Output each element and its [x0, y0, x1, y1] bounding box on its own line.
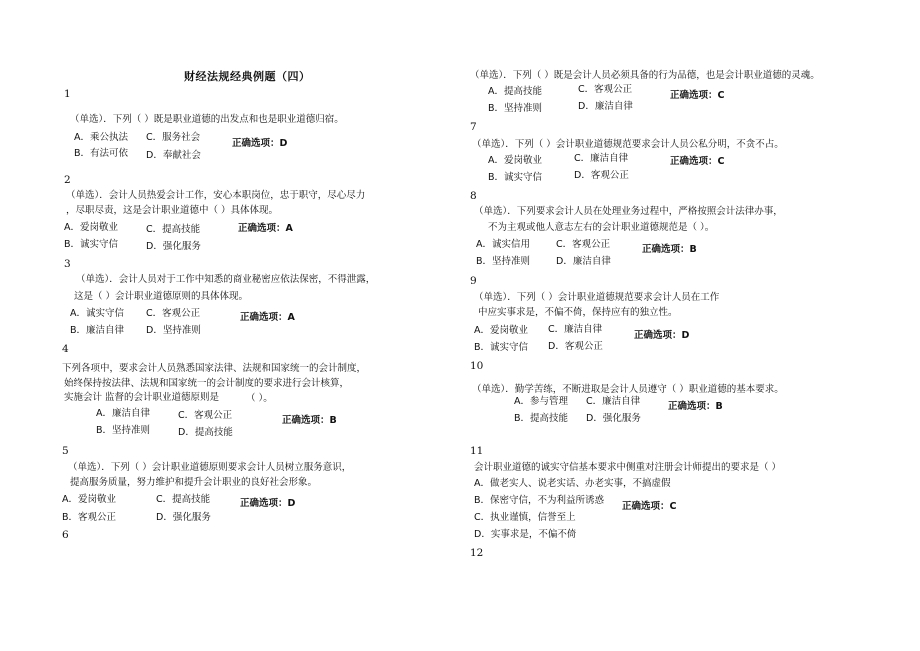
question-stem-line: 实施会计 监督的会计职业道德原则是: [64, 392, 220, 403]
page-title: 财经法规经典例题（四）: [184, 70, 311, 83]
option-b: B．坚持准则: [96, 425, 151, 436]
option-c: C．服务社会: [146, 132, 201, 143]
correct-answer: 正确选项：B: [642, 244, 697, 255]
option-b: B．诚实守信: [474, 342, 529, 353]
question-stem-line: （单选）．会计人员对于工作中知悉的商业秘密应依法保密，不得泄露，: [76, 274, 376, 285]
option-d: D．客观公正: [574, 170, 629, 181]
option-a: A．爱岗敬业: [488, 155, 542, 166]
option-b: B．坚持准则: [476, 256, 531, 267]
question-number: 2: [64, 174, 71, 186]
correct-answer: 正确选项：B: [668, 401, 723, 412]
question-stem-line: 下列各项中，要求会计人员熟悉国家法律、法规和国家统一的会计制度，: [62, 363, 367, 374]
option-b: B．坚持准则: [488, 103, 543, 114]
option-d: D．廉洁自律: [556, 256, 611, 267]
option-a: A．廉洁自律: [96, 408, 150, 419]
correct-answer: 正确选项：C: [670, 156, 725, 167]
question-number: 10: [470, 360, 484, 372]
option-a: A．爱岗敬业: [64, 222, 118, 233]
answer-blank: （ ）。: [246, 393, 273, 404]
question-number: 12: [470, 547, 484, 559]
option-d: D．强化服务: [156, 512, 211, 523]
option-c: C．廉洁自律: [574, 153, 629, 164]
option-b: B．提高技能: [514, 413, 569, 424]
question-number: 3: [64, 258, 71, 270]
option-d: D．强化服务: [146, 241, 201, 252]
option-b: B．诚实守信: [64, 239, 119, 250]
option-c: C．客观公正: [146, 308, 201, 319]
option-a: A．诚实守信: [70, 308, 124, 319]
option-d: D．坚持准则: [146, 325, 201, 336]
option-c: C．客观公正: [556, 239, 611, 250]
option-a: A．乘公执法: [74, 132, 128, 143]
question-stem-line: 提高服务质量，努力维护和提升会计职业的良好社会形象。: [70, 477, 318, 488]
correct-answer: 正确选项：A: [238, 223, 293, 234]
option-c: C．客观公正: [178, 410, 233, 421]
option-c: C．廉洁自律: [548, 324, 603, 335]
correct-answer: 正确选项：D: [634, 330, 690, 341]
option-b: B．诚实守信: [488, 172, 543, 183]
question-number: 6: [62, 529, 69, 541]
option-d: D．提高技能: [178, 427, 233, 438]
option-a: A．参与管理: [514, 396, 568, 407]
option-d: D．廉洁自律: [578, 101, 633, 112]
question-number: 8: [470, 190, 477, 202]
option-a: A．做老实人、说老实话、办老实事，不搞虚假: [474, 478, 671, 489]
question-stem-line: （单选）．下列（ ）会计职业道德原则要求会计人员树立服务意识，: [68, 462, 352, 473]
question-stem: （单选）．勤学苦练，不断进取是会计人员遵守（ ）职业道德的基本要求。: [472, 384, 784, 395]
question-stem-line: 这是（ ）会计职业道德原则的具体体现。: [74, 291, 249, 302]
question-number: 7: [470, 121, 477, 133]
option-b: B．有法可依: [74, 148, 129, 159]
option-b: B．廉洁自律: [70, 325, 125, 336]
option-c: C．客观公正: [578, 84, 633, 95]
question-number: 11: [470, 445, 484, 457]
correct-answer: 正确选项：C: [622, 501, 677, 512]
option-b: B．客观公正: [62, 512, 117, 523]
option-b: B．保密守信，不为利益所诱惑: [474, 495, 605, 506]
option-a: A．爱岗敬业: [62, 494, 116, 505]
option-d: D．实事求是，不偏不倚: [474, 529, 577, 540]
correct-answer: 正确选项：D: [240, 498, 296, 509]
correct-answer: 正确选项：A: [240, 312, 295, 323]
question-stem: 会计职业道德的诚实守信基本要求中侧重对注册会计师提出的要求是（ ）: [474, 462, 782, 473]
correct-answer: 正确选项：D: [232, 138, 288, 149]
option-d: D．奉献社会: [146, 150, 201, 161]
question-number: 4: [62, 343, 69, 355]
question-stem-line: 中应实事求是，不偏不倚，保持应有的独立性。: [478, 307, 678, 318]
question-number: 5: [62, 445, 69, 457]
question-number: 1: [64, 88, 71, 100]
correct-answer: 正确选项：B: [282, 415, 337, 426]
question-stem-line: ，尽职尽责，这是会计职业道德中（ ）具体体现。: [66, 205, 279, 216]
question-stem: （单选）．下列（ ）既是会计人员必须具备的行为品德，也是会计职业道德的灵魂。: [470, 70, 820, 81]
option-d: D．客观公正: [548, 341, 603, 352]
question-stem-line: 不为主观或他人意志左右的会计职业道德规范是（ ）。: [488, 222, 715, 233]
option-c: C．提高技能: [146, 224, 201, 235]
option-a: A．提高技能: [488, 86, 542, 97]
option-a: A．诚实信用: [476, 239, 530, 250]
question-number: 9: [470, 275, 477, 287]
option-c: C．执业谨慎，信誉至上: [474, 512, 576, 523]
option-d: D．强化服务: [586, 413, 641, 424]
correct-answer: 正确选项：C: [670, 90, 725, 101]
option-c: C．廉洁自律: [586, 396, 641, 407]
question-stem-line: 始终保持按法律、法规和国家统一的会计制度的要求进行会计核算，: [64, 378, 350, 389]
question-stem: （单选）．下列（ ）会计职业道德规范要求会计人员公私分明，不贪不占。: [472, 139, 784, 150]
option-a: A．爱岗敬业: [474, 325, 528, 336]
question-stem-line: （单选）．下列（ ）会计职业道德规范要求会计人员在工作: [474, 292, 720, 303]
question-stem: （单选）．下列（ ）既是职业道德的出发点和也是职业道德归宿。: [70, 114, 344, 125]
question-stem-line: （单选）．会计人员热爱会计工作，安心本职岗位，忠于职守，尽心尽力: [66, 190, 366, 201]
question-stem-line: （单选）．下列要求会计人员在处理业务过程中，严格按照会计法律办事，: [474, 206, 783, 217]
option-c: C．提高技能: [156, 494, 211, 505]
